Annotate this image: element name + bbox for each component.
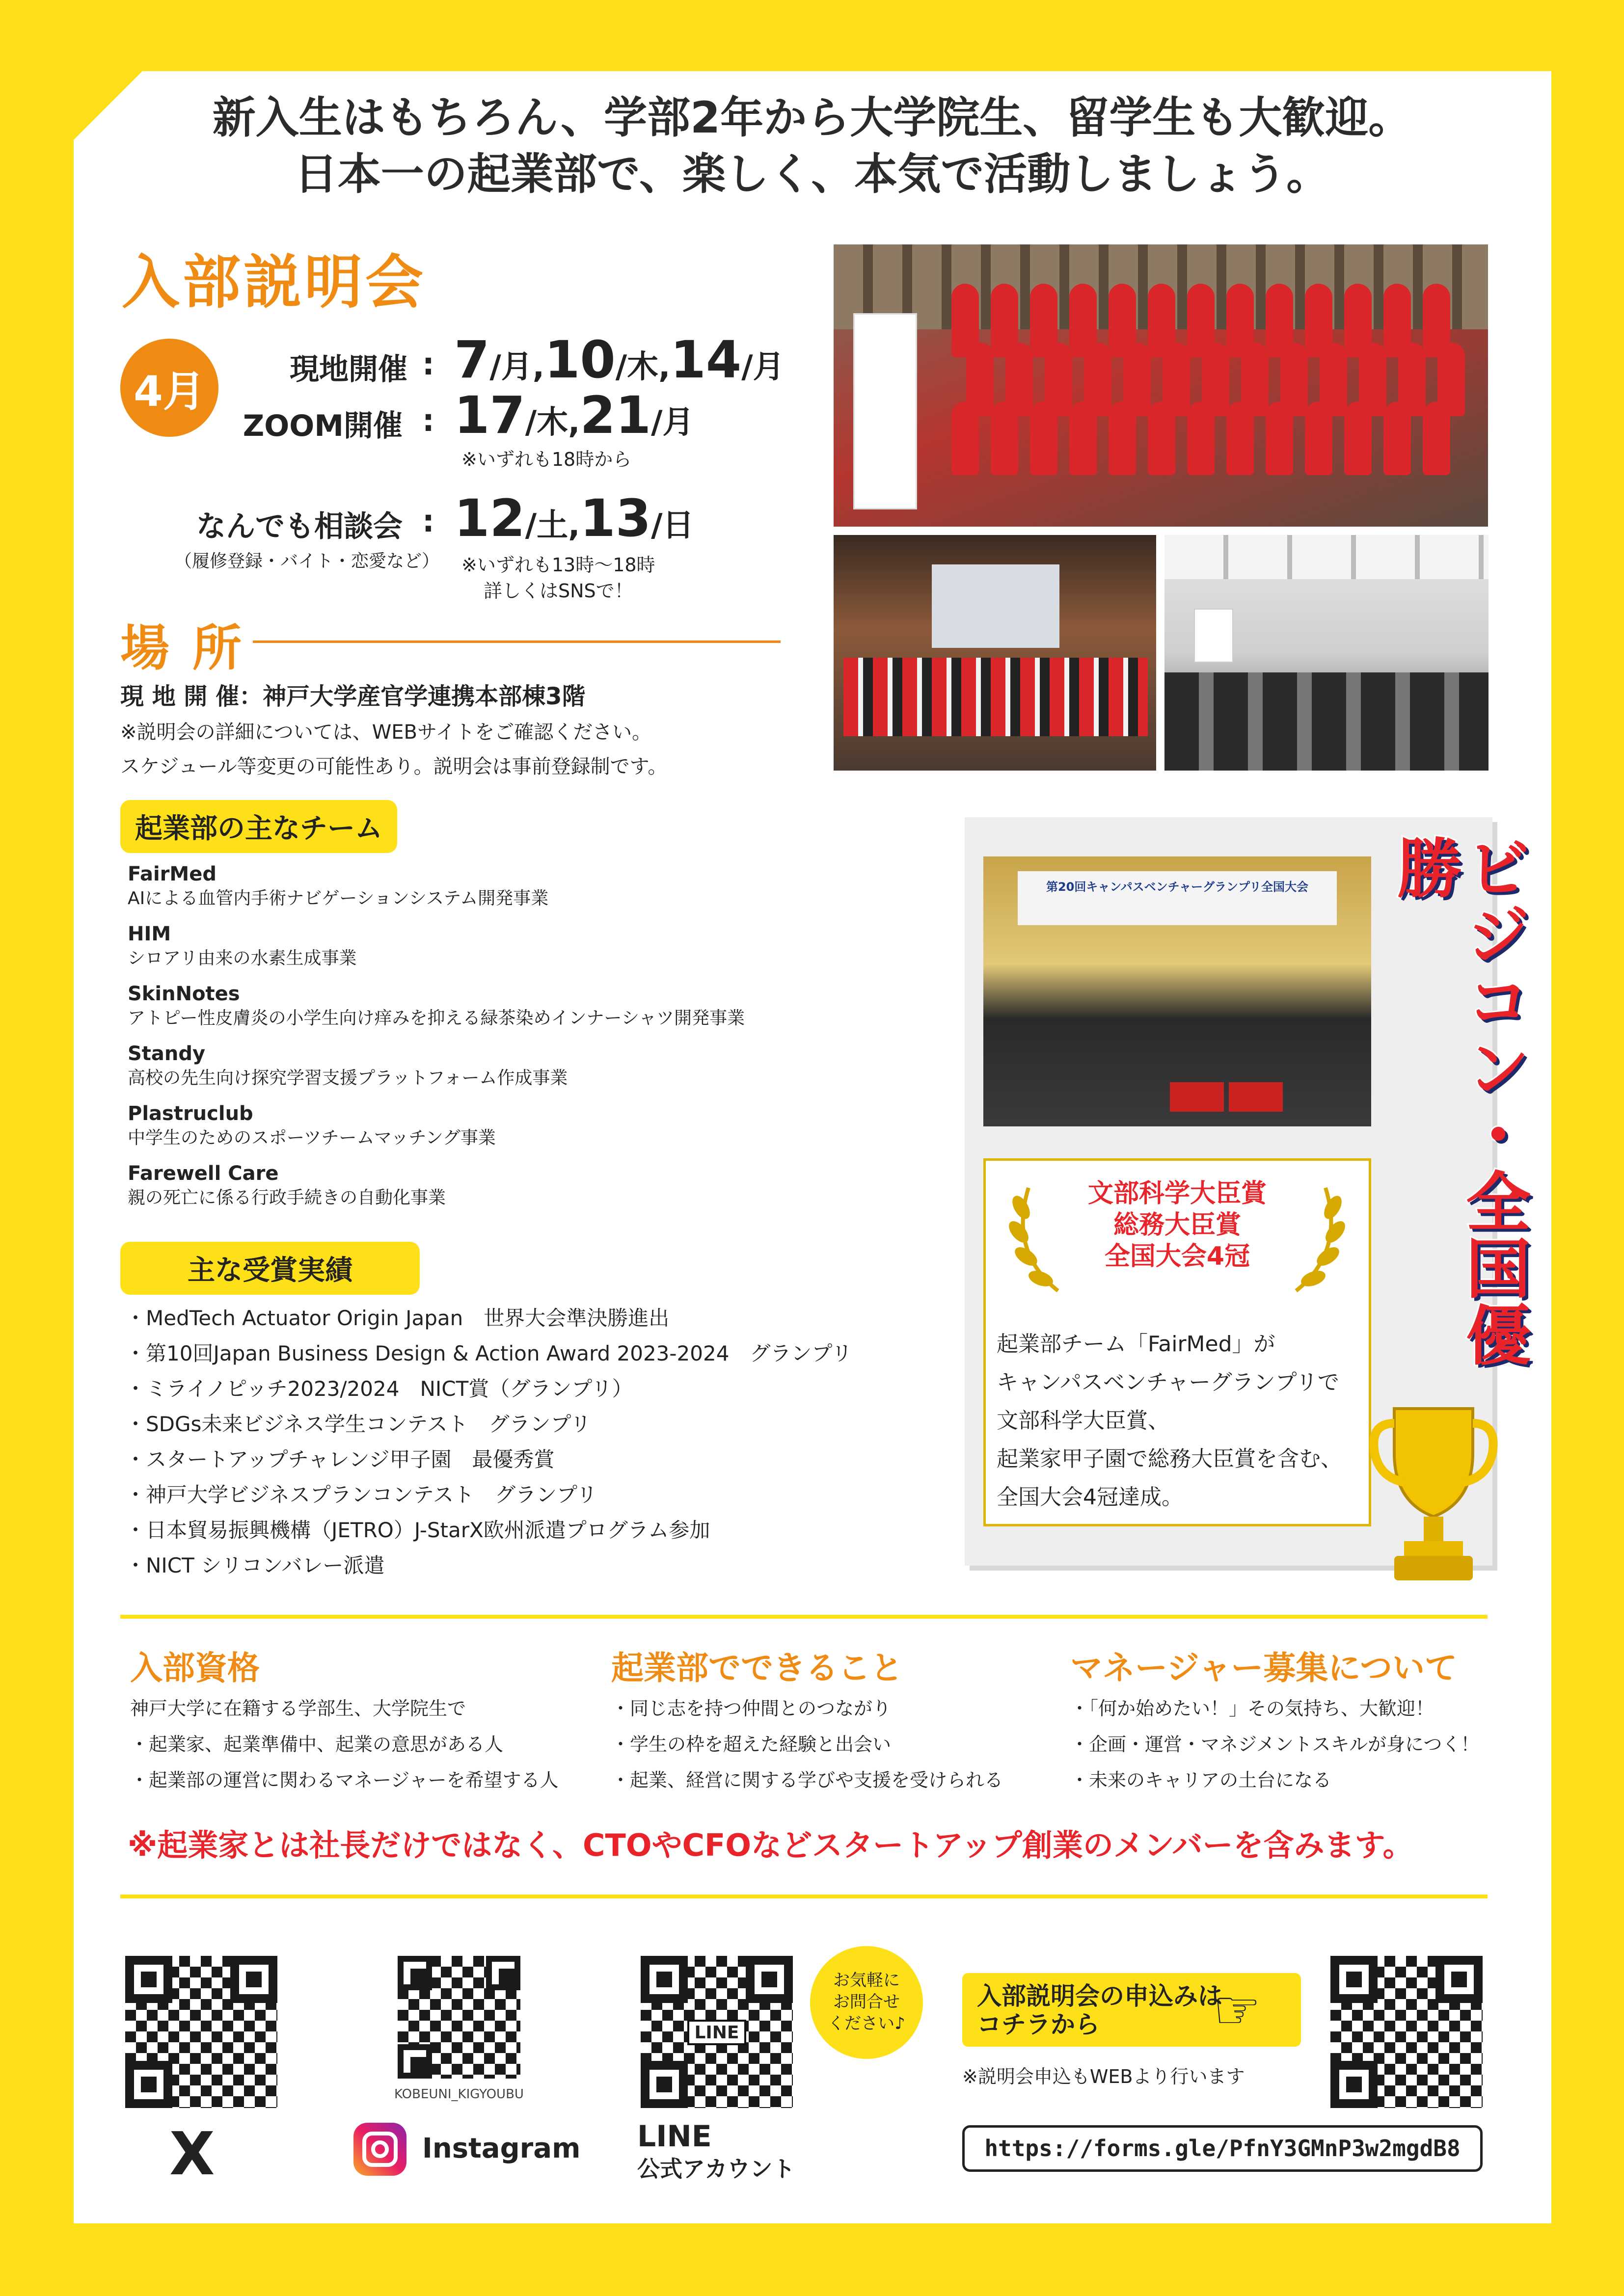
award-photo [983, 856, 1371, 1126]
bubble-line: ください♪ [828, 2014, 905, 2033]
consult-sub: （履修登録・バイト・恋愛など） [174, 551, 440, 571]
team-desc: 中学生のためのスポーツチームマッチング事業 [128, 1128, 496, 1148]
prize: 総務大臣賞 [1113, 1210, 1241, 1240]
trophy-icon [1365, 1394, 1502, 1590]
date-number: 7 [454, 330, 490, 390]
panel-board [1170, 1082, 1224, 1112]
line-label[interactable] [637, 2120, 795, 2185]
team-item [128, 1161, 815, 1221]
award-item: ・NICT シリコンバレー派遣 [125, 1553, 385, 1577]
date-number: 13 [580, 488, 651, 548]
awards-title: 主な受賞実績 [120, 1242, 420, 1295]
inquiry-bubble [810, 1946, 923, 2059]
team-name: Plastruclub [128, 1102, 253, 1125]
venue-title: 場 所 [120, 619, 244, 677]
ceremony-photo [834, 535, 1156, 771]
onsite-dates [454, 330, 785, 390]
consult-label: なんでも相談会 [196, 509, 403, 544]
photo-person [1383, 401, 1411, 475]
photo-person [1305, 401, 1332, 475]
manager-title: マネージャー募集について [1070, 1649, 1458, 1687]
manager-item: ・未来のキャリアの土台になる [1070, 1769, 1332, 1791]
consult-note1: ※いずれも13時〜18時 [461, 554, 655, 576]
teams-title: 起業部の主なチーム [120, 800, 397, 853]
apply-label-2: コチラから [977, 2010, 1100, 2039]
team-desc: アトピー性皮膚炎の小学生向け痒みを抑える緑茶染めインナーシャツ開発事業 [128, 1008, 745, 1028]
team-desc: AIによる血管内手術ナビゲーションシステム開発事業 [128, 888, 549, 908]
bubble-line: お問合せ [833, 1992, 900, 2012]
team-item [128, 921, 815, 981]
whiteboard [1194, 609, 1233, 663]
apply-note: ※説明会申込もWEBより行います [962, 2066, 1245, 2087]
prize: 全国大会4冠 [1104, 1242, 1250, 1271]
instagram-qr-code[interactable] [393, 1951, 525, 2083]
qualification-item: 神戸大学に在籍する学部生、大学院生で [130, 1698, 466, 1719]
team-item [128, 1041, 815, 1101]
team-desc: 親の死亡に係る行政手続きの自動化事業 [128, 1188, 446, 1208]
colon: : [422, 346, 434, 382]
team-item [128, 981, 815, 1041]
cando-title: 起業部でできること [611, 1649, 903, 1687]
date-number: 17 [454, 385, 525, 445]
award-item: ・神戸大学ビジネスプランコンテスト グランプリ [125, 1483, 597, 1507]
date-day: /月 [741, 349, 785, 385]
manager-list [1070, 1691, 1479, 1798]
bizcon-vertical-title: ビジコン・全国優勝 [1386, 834, 1530, 1368]
photo-person [1226, 401, 1254, 475]
team-name: HIM [128, 923, 171, 945]
month-badge: 4月 [120, 339, 218, 437]
bizcon-text-line: 起業家甲子園で総務大臣賞を含む、 [997, 1446, 1342, 1471]
club-banner [853, 313, 917, 509]
manager-item: ・企画・運営・マネジメントスキルが身につく！ [1070, 1734, 1480, 1755]
bizcon-text-line: 文部科学大臣賞、 [997, 1408, 1169, 1433]
briefing-title: 入部説明会 [122, 248, 427, 316]
line-label-2: 公式アカウント [637, 2156, 795, 2182]
date-day: /月 [651, 404, 694, 441]
apply-url-link[interactable]: https://forms.gle/PfnY3GMnP3w2mgdB8 [962, 2125, 1483, 2172]
award-item: ・ミライノピッチ2023/2024 NICT賞（グランプリ） [125, 1377, 633, 1401]
photo-person [1423, 401, 1450, 475]
meeting-photo [1164, 535, 1489, 771]
bizcon-text [997, 1325, 1370, 1517]
photo-person [1266, 401, 1293, 475]
line-qr-label: LINE [687, 2020, 746, 2045]
qualification-list [130, 1691, 558, 1798]
date-number: 12 [454, 488, 525, 548]
team-desc: シロアリ由来の水素生成事業 [128, 948, 357, 968]
consult-dates [454, 488, 694, 548]
laurel-left-icon [999, 1178, 1073, 1301]
laurel-right-icon [1281, 1178, 1355, 1301]
divider [120, 1895, 1488, 1898]
onsite-label: 現地開催 [290, 352, 407, 387]
date-number: 21 [580, 385, 651, 445]
photo-person [1187, 401, 1215, 475]
team-name: Farewell Care [128, 1162, 279, 1185]
date-day: /木, [525, 404, 580, 441]
award-item: ・第10回Japan Business Design & Action Award 2023-2024 グランプリ [125, 1341, 852, 1365]
prize: 文部科学大臣賞 [1087, 1179, 1267, 1208]
line-qr-code[interactable] [636, 1951, 798, 2113]
photo-person [951, 401, 979, 475]
award-item: ・スタートアップチャレンジ甲子園 最優秀賞 [125, 1447, 555, 1471]
headline-line1: 新入生はもちろん、学部2年から大学院生、留学生も大歓迎。 [212, 92, 1412, 143]
team-name: FairMed [128, 863, 217, 885]
pointing-hand-icon: ☞ [1213, 1978, 1261, 2041]
photo-person [1030, 401, 1057, 475]
qualification-title: 入部資格 [130, 1649, 260, 1687]
team-name: Standy [128, 1042, 206, 1065]
photo-person [991, 401, 1018, 475]
date-day: /木, [615, 349, 671, 385]
time-note: ※いずれも18時から [461, 449, 632, 470]
date-day: /日 [651, 507, 694, 544]
photo-person [1344, 401, 1372, 475]
manager-item: ・「何か始めたい！」その気持ち、大歓迎！ [1070, 1698, 1435, 1719]
photo-person [1069, 401, 1097, 475]
award-list [125, 1301, 960, 1583]
bizcon-text-line: キャンパスベンチャーグランプリで [997, 1370, 1339, 1395]
bizcon-text-line: 全国大会4冠達成。 [997, 1485, 1183, 1510]
photo-person [1109, 401, 1136, 475]
students [1164, 672, 1489, 771]
instagram-label[interactable]: Instagram [422, 2133, 581, 2164]
date-day: /土, [525, 507, 580, 544]
founder-note: ※起業家とは社長だけではなく、CTOやCFOなどスタートアップ創業のメンバーを含みます。 [128, 1827, 1413, 1863]
panel-board [1229, 1082, 1283, 1112]
consult-note2: 詳しくはSNSで！ [484, 580, 633, 602]
cando-list [611, 1691, 1003, 1798]
bizcon-text-line: 起業部チーム「FairMed」が [997, 1332, 1275, 1357]
divider [120, 1615, 1488, 1619]
award-item: ・MedTech Actuator Origin Japan 世界大会準決勝進出 [125, 1306, 670, 1330]
qualification-item: ・起業部の運営に関わるマネージャーを希望する人 [130, 1769, 559, 1791]
award-item: ・日本貿易振興機構（JETRO）J-StarX欧州派遣プログラム参加 [125, 1518, 710, 1542]
venue-rule [253, 641, 781, 643]
venue-onsite: 現 地 開 催：神戸大学産官学連携本部棟3階 [120, 683, 586, 710]
photo-person [1148, 401, 1175, 475]
x-logo-icon[interactable]: X [169, 2120, 215, 2189]
date-number: 10 [544, 330, 616, 390]
zoom-label: ZOOM開催 [243, 409, 403, 443]
instagram-icon[interactable] [353, 2123, 406, 2176]
zoom-dates [454, 385, 694, 445]
line-label-1: LINE [637, 2119, 712, 2154]
ceiling [1164, 535, 1489, 579]
colon: : [422, 402, 434, 438]
cando-item: ・起業、経営に関する学びや支援を受けられる [611, 1769, 1003, 1791]
date-day: /月, [489, 349, 545, 385]
qualification-item: ・起業家、起業準備中、起業の意思がある人 [130, 1734, 504, 1755]
team-name: SkinNotes [128, 983, 240, 1005]
bubble-line: お気軽に [833, 1971, 900, 1990]
instagram-handle: KOBEUNI_KIGYOUBU [394, 2087, 524, 2102]
cando-item: ・同じ志を持つ仲間とのつながり [611, 1698, 892, 1719]
team-desc: 高校の先生向け探究学習支援プラットフォーム作成事業 [128, 1068, 568, 1088]
venue-note1: ※説明会の詳細については、WEBサイトをご確認ください。 [120, 721, 652, 744]
award-item: ・SDGs未来ビジネス学生コンテスト グランプリ [125, 1412, 591, 1436]
team-list [128, 861, 815, 1221]
team-item [128, 861, 815, 921]
photo-banner: 第20回キャンパスベンチャーグランプリ全国大会 [1018, 871, 1337, 925]
screen [932, 564, 1059, 648]
apply-label-1: 入部説明会の申込みは [977, 1982, 1222, 2010]
date-number: 14 [670, 330, 742, 390]
headline-line2: 日本一の起業部で、楽しく、本気で活動しましょう。 [294, 149, 1330, 199]
cando-item: ・学生の枠を超えた経験と出会い [611, 1734, 892, 1755]
x-qr-code[interactable] [120, 1951, 282, 2113]
team-item [128, 1101, 815, 1161]
crowd [843, 658, 1148, 736]
apply-qr-code[interactable] [1326, 1951, 1488, 2113]
group-photo [834, 244, 1488, 527]
venue-note2: スケジュール等変更の可能性あり。説明会は事前登録制です。 [120, 755, 668, 778]
colon: : [422, 503, 434, 539]
